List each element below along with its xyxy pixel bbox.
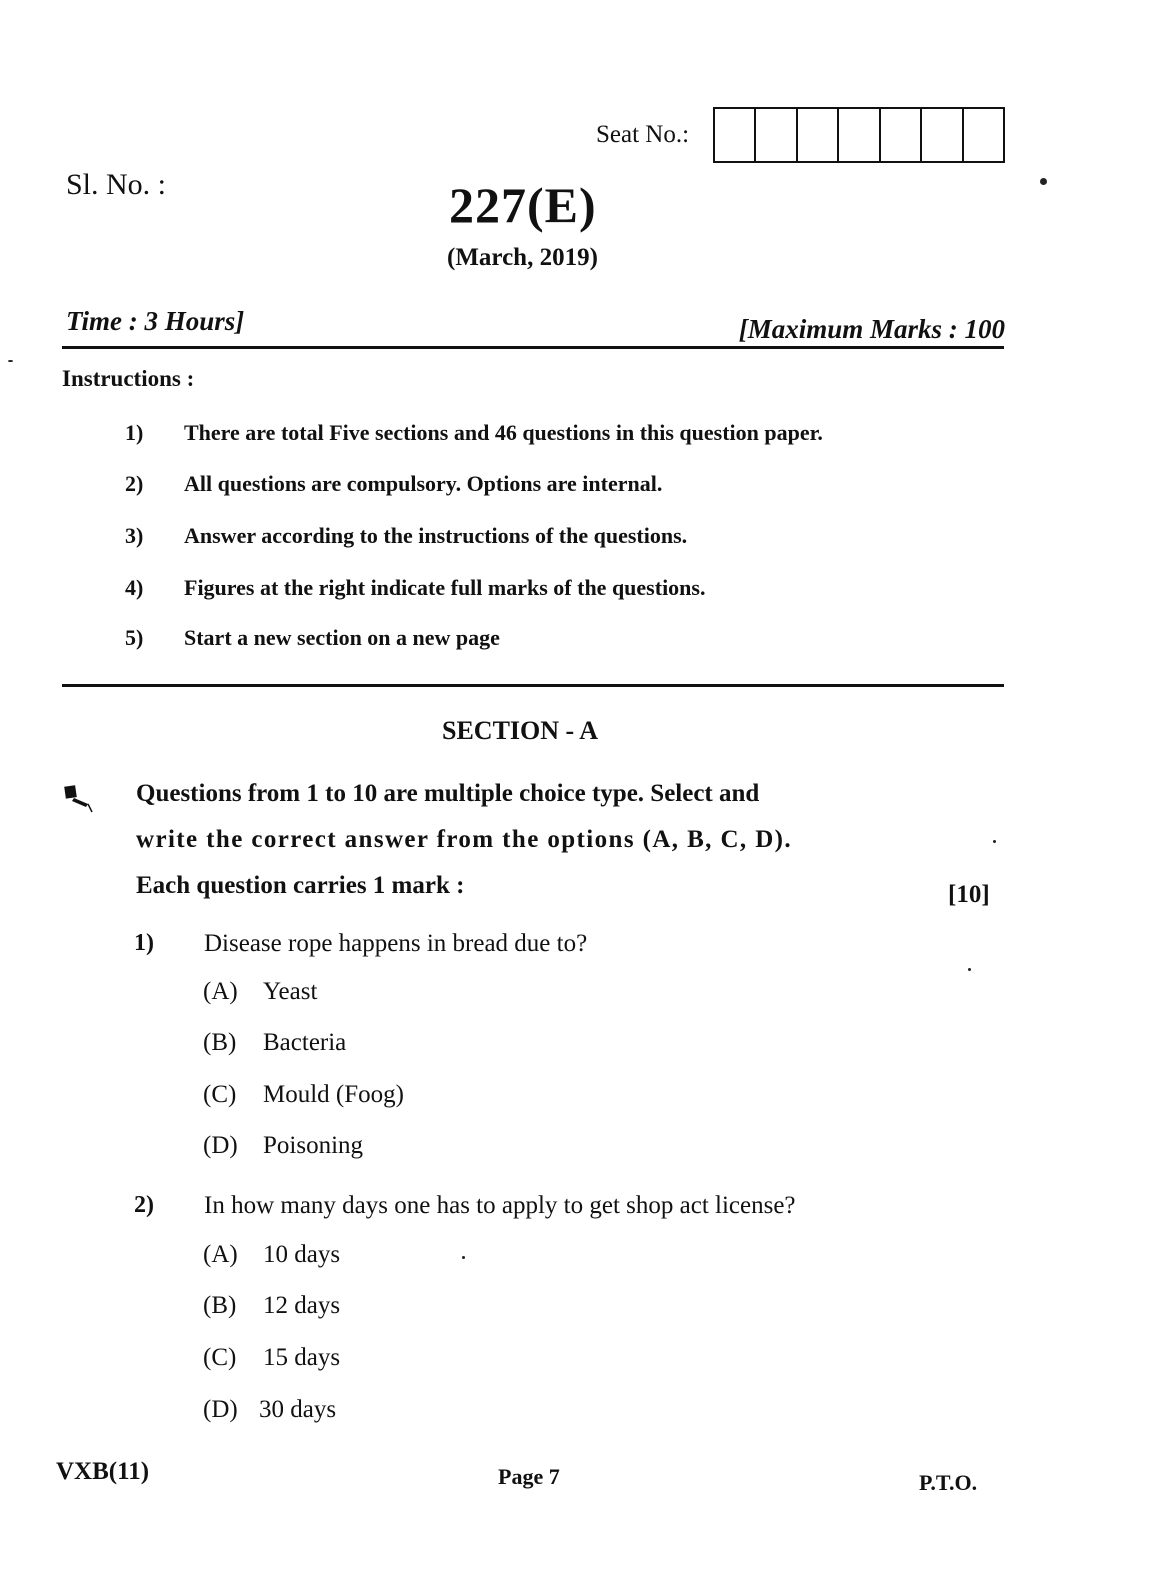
exam-date: (March, 2019) bbox=[447, 244, 598, 271]
instruction-number: 2) bbox=[125, 471, 144, 496]
option-letter: (C) bbox=[203, 1081, 237, 1108]
seat-number-box bbox=[922, 109, 963, 161]
seat-number-box bbox=[839, 109, 880, 161]
instruction-text: Answer according to the instructions of the questions. bbox=[184, 523, 688, 548]
option-text: Bacteria bbox=[263, 1029, 347, 1056]
section-instruction-line: write the correct answer from the options (A, B, C, D). bbox=[136, 826, 793, 853]
instruction-number: 5) bbox=[125, 625, 144, 650]
instructions-heading: Instructions : bbox=[62, 366, 195, 391]
scan-speck bbox=[8, 360, 13, 362]
instruction-text: Start a new section on a new page bbox=[184, 625, 500, 650]
option-letter: (B) bbox=[203, 1029, 237, 1056]
option-letter: (C) bbox=[203, 1344, 237, 1371]
option-text: 30 days bbox=[259, 1396, 337, 1423]
divider-top bbox=[62, 346, 1004, 349]
option-letter: (A) bbox=[203, 1241, 238, 1268]
please-turn-over: P.T.O. bbox=[919, 1470, 978, 1495]
section-marks: [10] bbox=[948, 881, 990, 908]
footer-paper-code: VXB(11) bbox=[56, 1458, 150, 1485]
option-text: Yeast bbox=[263, 978, 318, 1005]
scan-speck bbox=[993, 840, 996, 843]
paper-code: 227(E) bbox=[449, 177, 597, 233]
section-title: SECTION - A bbox=[442, 716, 599, 745]
divider-middle bbox=[62, 684, 1004, 687]
instruction-number: 3) bbox=[125, 523, 144, 548]
question-number: 2) bbox=[134, 1192, 154, 1218]
option-letter: (D) bbox=[203, 1132, 238, 1159]
instruction-number: 1) bbox=[125, 420, 144, 445]
option-text: 15 days bbox=[263, 1344, 341, 1371]
question-text: Disease rope happens in bread due to? bbox=[204, 930, 588, 957]
option-letter: (B) bbox=[203, 1292, 237, 1319]
question-number: 1) bbox=[134, 930, 154, 956]
section-instruction-line: Questions from 1 to 10 are multiple choice type. Select and bbox=[136, 780, 760, 807]
instruction-text: Figures at the right indicate full marks of the questions. bbox=[184, 575, 706, 600]
instruction-text: There are total Five sections and 46 questions in this question paper. bbox=[184, 420, 823, 445]
instruction-text: All questions are compulsory. Options are internal. bbox=[184, 471, 663, 496]
option-text: Poisoning bbox=[263, 1132, 364, 1159]
seat-number-box bbox=[964, 109, 1003, 161]
scan-speck bbox=[968, 968, 971, 971]
seat-number-box bbox=[881, 109, 922, 161]
instruction-number: 4) bbox=[125, 575, 144, 600]
option-letter: (A) bbox=[203, 978, 238, 1005]
seat-number-box bbox=[715, 109, 756, 161]
exam-time: Time : 3 Hours] bbox=[66, 306, 245, 336]
seat-number-label: Seat No.: bbox=[596, 121, 690, 148]
section-instruction-line: Each question carries 1 mark : bbox=[136, 872, 465, 899]
page-number: Page 7 bbox=[498, 1464, 560, 1489]
option-letter: (D) bbox=[203, 1396, 238, 1423]
seat-number-boxes bbox=[713, 107, 1005, 163]
option-text: 12 days bbox=[263, 1292, 341, 1319]
serial-number-label: Sl. No. : bbox=[66, 168, 167, 201]
option-text: 10 days bbox=[263, 1241, 341, 1268]
seat-number-box bbox=[756, 109, 797, 161]
pen-icon bbox=[62, 782, 94, 814]
seat-number-box bbox=[798, 109, 839, 161]
scan-speck bbox=[1040, 178, 1047, 185]
scan-speck bbox=[462, 1256, 465, 1259]
option-text: Mould (Foog) bbox=[263, 1081, 404, 1108]
maximum-marks: [Maximum Marks : 100 bbox=[738, 314, 1005, 344]
question-text: In how many days one has to apply to get shop act license? bbox=[204, 1192, 796, 1219]
